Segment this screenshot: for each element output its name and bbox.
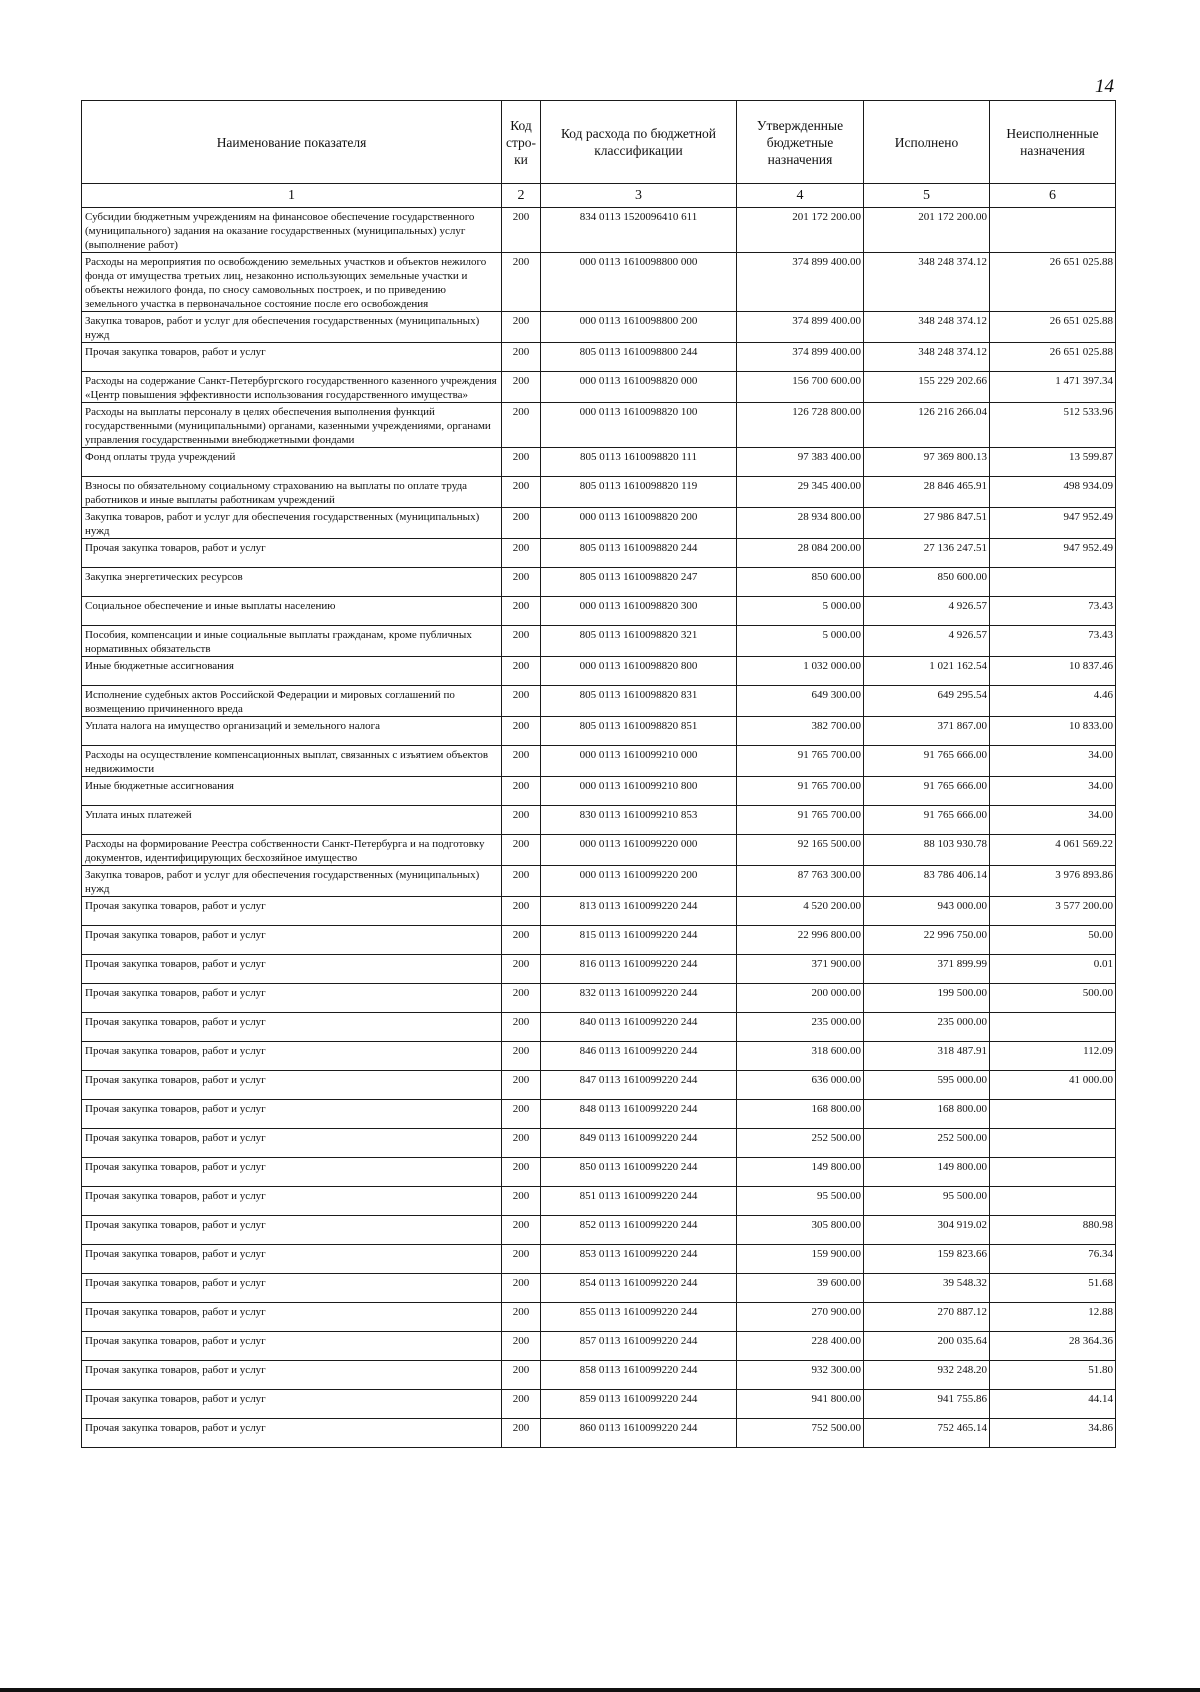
row-name: Прочая закупка товаров, работ и услуг (82, 897, 502, 926)
row-line-code: 200 (502, 1361, 541, 1390)
row-approved: 97 383 400.00 (737, 448, 864, 477)
table-row (82, 403, 1116, 448)
row-approved: 374 899 400.00 (737, 253, 864, 312)
row-name: Иные бюджетные ассигнования (82, 777, 502, 806)
table-row (82, 835, 1116, 866)
table-row (82, 1042, 1116, 1071)
row-approved: 28 934 800.00 (737, 508, 864, 539)
table-row (82, 1419, 1116, 1448)
row-executed: 22 996 750.00 (864, 926, 990, 955)
row-name: Прочая закупка товаров, работ и услуг (82, 1216, 502, 1245)
row-executed: 91 765 666.00 (864, 777, 990, 806)
row-name: Взносы по обязательному социальному страхованию на выплаты по оплате труда работников и иные выплаты работникам учреждений (82, 477, 502, 508)
row-approved: 374 899 400.00 (737, 312, 864, 343)
row-executed: 932 248.20 (864, 1361, 990, 1390)
row-approved: 649 300.00 (737, 686, 864, 717)
row-executed: 348 248 374.12 (864, 343, 990, 372)
header-line-code: Код стро-ки (502, 101, 541, 184)
row-line-code: 200 (502, 984, 541, 1013)
row-line-code: 200 (502, 508, 541, 539)
header-name: Наименование показателя (82, 101, 502, 184)
row-unexecuted: 51.68 (990, 1274, 1116, 1303)
row-expense-code: 000 0113 1610098820 000 (541, 372, 737, 403)
row-line-code: 200 (502, 686, 541, 717)
row-line-code: 200 (502, 1187, 541, 1216)
row-line-code: 200 (502, 568, 541, 597)
row-unexecuted: 76.34 (990, 1245, 1116, 1274)
table-row (82, 477, 1116, 508)
row-expense-code: 860 0113 1610099220 244 (541, 1419, 737, 1448)
row-name: Закупка товаров, работ и услуг для обеспечения государственных (муниципальных) нужд (82, 866, 502, 897)
row-expense-code: 859 0113 1610099220 244 (541, 1390, 737, 1419)
row-unexecuted: 880.98 (990, 1216, 1116, 1245)
row-name: Прочая закупка товаров, работ и услуг (82, 539, 502, 568)
row-approved: 932 300.00 (737, 1361, 864, 1390)
row-expense-code: 855 0113 1610099220 244 (541, 1303, 737, 1332)
row-executed: 199 500.00 (864, 984, 990, 1013)
row-approved: 126 728 800.00 (737, 403, 864, 448)
row-name: Прочая закупка товаров, работ и услуг (82, 1303, 502, 1332)
row-executed: 27 986 847.51 (864, 508, 990, 539)
row-line-code: 200 (502, 717, 541, 746)
table-row (82, 343, 1116, 372)
row-line-code: 200 (502, 1158, 541, 1187)
row-approved: 371 900.00 (737, 955, 864, 984)
row-name: Прочая закупка товаров, работ и услуг (82, 343, 502, 372)
table-row (82, 1303, 1116, 1332)
row-line-code: 200 (502, 777, 541, 806)
row-line-code: 200 (502, 312, 541, 343)
column-number: 3 (541, 184, 737, 208)
row-name: Прочая закупка товаров, работ и услуг (82, 1419, 502, 1448)
row-name: Прочая закупка товаров, работ и услуг (82, 1390, 502, 1419)
header-unexecuted: Неисполненные назначения (990, 101, 1116, 184)
table-row (82, 312, 1116, 343)
row-expense-code: 851 0113 1610099220 244 (541, 1187, 737, 1216)
table-row (82, 1216, 1116, 1245)
row-executed: 83 786 406.14 (864, 866, 990, 897)
row-expense-code: 805 0113 1610098820 111 (541, 448, 737, 477)
table-row (82, 1013, 1116, 1042)
table-row (82, 568, 1116, 597)
row-unexecuted: 50.00 (990, 926, 1116, 955)
row-executed: 200 035.64 (864, 1332, 990, 1361)
row-unexecuted: 3 976 893.86 (990, 866, 1116, 897)
row-approved: 92 165 500.00 (737, 835, 864, 866)
row-expense-code: 850 0113 1610099220 244 (541, 1158, 737, 1187)
row-line-code: 200 (502, 1245, 541, 1274)
row-name: Прочая закупка товаров, работ и услуг (82, 1332, 502, 1361)
table-row (82, 777, 1116, 806)
row-name: Прочая закупка товаров, работ и услуг (82, 1129, 502, 1158)
row-executed: 943 000.00 (864, 897, 990, 926)
row-line-code: 200 (502, 897, 541, 926)
row-unexecuted (990, 208, 1116, 253)
row-unexecuted: 3 577 200.00 (990, 897, 1116, 926)
row-approved: 159 900.00 (737, 1245, 864, 1274)
row-name: Прочая закупка товаров, работ и услуг (82, 1042, 502, 1071)
row-line-code: 200 (502, 1071, 541, 1100)
scan-bottom-edge (0, 1688, 1200, 1692)
row-approved: 252 500.00 (737, 1129, 864, 1158)
table-row (82, 1361, 1116, 1390)
row-unexecuted: 34.00 (990, 777, 1116, 806)
row-unexecuted: 73.43 (990, 626, 1116, 657)
row-name: Прочая закупка товаров, работ и услуг (82, 1361, 502, 1390)
row-approved: 636 000.00 (737, 1071, 864, 1100)
row-approved: 28 084 200.00 (737, 539, 864, 568)
row-unexecuted: 947 952.49 (990, 508, 1116, 539)
row-name: Пособия, компенсации и иные социальные выплаты гражданам, кроме публичных нормативных обязательств (82, 626, 502, 657)
row-executed: 252 500.00 (864, 1129, 990, 1158)
row-executed: 149 800.00 (864, 1158, 990, 1187)
column-number: 6 (990, 184, 1116, 208)
row-approved: 382 700.00 (737, 717, 864, 746)
row-executed: 235 000.00 (864, 1013, 990, 1042)
column-number: 4 (737, 184, 864, 208)
row-unexecuted: 34.00 (990, 806, 1116, 835)
row-expense-code: 813 0113 1610099220 244 (541, 897, 737, 926)
row-executed: 91 765 666.00 (864, 746, 990, 777)
row-executed: 649 295.54 (864, 686, 990, 717)
row-approved: 200 000.00 (737, 984, 864, 1013)
table-row (82, 1274, 1116, 1303)
table-row (82, 866, 1116, 897)
table-row (82, 1158, 1116, 1187)
row-line-code: 200 (502, 835, 541, 866)
row-unexecuted (990, 568, 1116, 597)
row-line-code: 200 (502, 1390, 541, 1419)
row-expense-code: 805 0113 1610098820 321 (541, 626, 737, 657)
row-unexecuted: 1 471 397.34 (990, 372, 1116, 403)
row-executed: 27 136 247.51 (864, 539, 990, 568)
row-line-code: 200 (502, 1332, 541, 1361)
row-line-code: 200 (502, 1013, 541, 1042)
table-row (82, 508, 1116, 539)
row-expense-code: 852 0113 1610099220 244 (541, 1216, 737, 1245)
table-row (82, 1187, 1116, 1216)
table-row (82, 1071, 1116, 1100)
row-name: Закупка товаров, работ и услуг для обеспечения государственных (муниципальных) нужд (82, 508, 502, 539)
row-unexecuted: 4 061 569.22 (990, 835, 1116, 866)
row-name: Расходы на осуществление компенсационных выплат, связанных с изъятием объектов недвижимости (82, 746, 502, 777)
header-expense-code: Код расхода по бюджетной классификации (541, 101, 737, 184)
row-line-code: 200 (502, 1274, 541, 1303)
row-expense-code: 805 0113 1610098820 119 (541, 477, 737, 508)
row-approved: 91 765 700.00 (737, 777, 864, 806)
column-number: 5 (864, 184, 990, 208)
row-unexecuted: 51.80 (990, 1361, 1116, 1390)
row-executed: 39 548.32 (864, 1274, 990, 1303)
row-executed: 371 867.00 (864, 717, 990, 746)
row-expense-code: 000 0113 1610098800 200 (541, 312, 737, 343)
row-approved: 235 000.00 (737, 1013, 864, 1042)
row-executed: 97 369 800.13 (864, 448, 990, 477)
row-line-code: 200 (502, 539, 541, 568)
row-line-code: 200 (502, 253, 541, 312)
row-name: Субсидии бюджетным учреждениям на финансовое обеспечение государственного (муниципального) задания на оказание государственных (муниципальных) услуг (выполнение работ) (82, 208, 502, 253)
row-unexecuted: 498 934.09 (990, 477, 1116, 508)
row-line-code: 200 (502, 208, 541, 253)
row-unexecuted: 26 651 025.88 (990, 312, 1116, 343)
table-row (82, 208, 1116, 253)
table-row (82, 1129, 1116, 1158)
row-expense-code: 805 0113 1610098820 851 (541, 717, 737, 746)
row-name: Уплата иных платежей (82, 806, 502, 835)
table-row (82, 955, 1116, 984)
table-row (82, 806, 1116, 835)
row-executed: 270 887.12 (864, 1303, 990, 1332)
row-unexecuted: 41 000.00 (990, 1071, 1116, 1100)
row-unexecuted: 26 651 025.88 (990, 253, 1116, 312)
row-unexecuted: 0.01 (990, 955, 1116, 984)
table-row (82, 717, 1116, 746)
row-name: Прочая закупка товаров, работ и услуг (82, 926, 502, 955)
row-executed: 752 465.14 (864, 1419, 990, 1448)
table-row (82, 597, 1116, 626)
row-approved: 1 032 000.00 (737, 657, 864, 686)
row-name: Расходы на содержание Санкт-Петербургского государственного казенного учреждения «Центр повышения эффективности использования государственного имущества» (82, 372, 502, 403)
row-expense-code: 854 0113 1610099220 244 (541, 1274, 737, 1303)
row-executed: 88 103 930.78 (864, 835, 990, 866)
row-expense-code: 848 0113 1610099220 244 (541, 1100, 737, 1129)
row-expense-code: 858 0113 1610099220 244 (541, 1361, 737, 1390)
row-approved: 39 600.00 (737, 1274, 864, 1303)
row-expense-code: 832 0113 1610099220 244 (541, 984, 737, 1013)
row-expense-code: 000 0113 1610098820 100 (541, 403, 737, 448)
row-expense-code: 853 0113 1610099220 244 (541, 1245, 737, 1274)
row-approved: 95 500.00 (737, 1187, 864, 1216)
row-expense-code: 815 0113 1610099220 244 (541, 926, 737, 955)
row-line-code: 200 (502, 1042, 541, 1071)
row-unexecuted: 4.46 (990, 686, 1116, 717)
row-name: Закупка энергетических ресурсов (82, 568, 502, 597)
row-unexecuted: 512 533.96 (990, 403, 1116, 448)
row-expense-code: 000 0113 1610098820 300 (541, 597, 737, 626)
row-unexecuted: 44.14 (990, 1390, 1116, 1419)
row-name: Закупка товаров, работ и услуг для обеспечения государственных (муниципальных) нужд (82, 312, 502, 343)
row-unexecuted (990, 1100, 1116, 1129)
row-executed: 318 487.91 (864, 1042, 990, 1071)
row-executed: 168 800.00 (864, 1100, 990, 1129)
row-expense-code: 000 0113 1610098820 800 (541, 657, 737, 686)
row-unexecuted (990, 1013, 1116, 1042)
row-line-code: 200 (502, 403, 541, 448)
row-name: Прочая закупка товаров, работ и услуг (82, 1274, 502, 1303)
row-approved: 29 345 400.00 (737, 477, 864, 508)
row-line-code: 200 (502, 746, 541, 777)
row-executed: 304 919.02 (864, 1216, 990, 1245)
row-expense-code: 816 0113 1610099220 244 (541, 955, 737, 984)
row-approved: 5 000.00 (737, 597, 864, 626)
row-name: Прочая закупка товаров, работ и услуг (82, 1071, 502, 1100)
row-executed: 155 229 202.66 (864, 372, 990, 403)
row-executed: 348 248 374.12 (864, 253, 990, 312)
row-line-code: 200 (502, 597, 541, 626)
row-expense-code: 805 0113 1610098820 244 (541, 539, 737, 568)
row-executed: 201 172 200.00 (864, 208, 990, 253)
row-expense-code: 857 0113 1610099220 244 (541, 1332, 737, 1361)
row-executed: 941 755.86 (864, 1390, 990, 1419)
row-approved: 318 600.00 (737, 1042, 864, 1071)
table-row (82, 372, 1116, 403)
row-line-code: 200 (502, 1419, 541, 1448)
table-row (82, 1100, 1116, 1129)
row-name: Уплата налога на имущество организаций и земельного налога (82, 717, 502, 746)
row-expense-code: 830 0113 1610099210 853 (541, 806, 737, 835)
row-executed: 348 248 374.12 (864, 312, 990, 343)
row-unexecuted: 112.09 (990, 1042, 1116, 1071)
row-line-code: 200 (502, 806, 541, 835)
row-name: Прочая закупка товаров, работ и услуг (82, 1013, 502, 1042)
row-name: Исполнение судебных актов Российской Федерации и мировых соглашений по возмещению причиненного вреда (82, 686, 502, 717)
row-line-code: 200 (502, 343, 541, 372)
header-approved: Утвержденные бюджетные назначения (737, 101, 864, 184)
row-unexecuted (990, 1187, 1116, 1216)
column-number: 2 (502, 184, 541, 208)
row-unexecuted: 34.00 (990, 746, 1116, 777)
row-executed: 95 500.00 (864, 1187, 990, 1216)
row-name: Прочая закупка товаров, работ и услуг (82, 1158, 502, 1187)
row-unexecuted: 28 364.36 (990, 1332, 1116, 1361)
row-name: Прочая закупка товаров, работ и услуг (82, 955, 502, 984)
row-unexecuted: 10 837.46 (990, 657, 1116, 686)
row-executed: 28 846 465.91 (864, 477, 990, 508)
header-executed: Исполнено (864, 101, 990, 184)
row-unexecuted: 26 651 025.88 (990, 343, 1116, 372)
row-name: Прочая закупка товаров, работ и услуг (82, 1245, 502, 1274)
row-expense-code: 849 0113 1610099220 244 (541, 1129, 737, 1158)
row-unexecuted: 10 833.00 (990, 717, 1116, 746)
row-executed: 91 765 666.00 (864, 806, 990, 835)
row-approved: 374 899 400.00 (737, 343, 864, 372)
row-expense-code: 805 0113 1610098820 247 (541, 568, 737, 597)
row-line-code: 200 (502, 866, 541, 897)
row-line-code: 200 (502, 657, 541, 686)
row-unexecuted: 947 952.49 (990, 539, 1116, 568)
table-row (82, 897, 1116, 926)
row-approved: 201 172 200.00 (737, 208, 864, 253)
row-name: Прочая закупка товаров, работ и услуг (82, 984, 502, 1013)
row-name: Иные бюджетные ассигнования (82, 657, 502, 686)
row-line-code: 200 (502, 1100, 541, 1129)
row-executed: 850 600.00 (864, 568, 990, 597)
row-expense-code: 000 0113 1610099210 000 (541, 746, 737, 777)
column-number-row (82, 184, 1116, 208)
row-line-code: 200 (502, 1216, 541, 1245)
row-expense-code: 000 0113 1610098800 000 (541, 253, 737, 312)
row-expense-code: 846 0113 1610099220 244 (541, 1042, 737, 1071)
row-name: Расходы на выплаты персоналу в целях обеспечения выполнения функций государственными (муниципальными) органами, казенными учреждениями, органами управления государственными внебюджетными фондами (82, 403, 502, 448)
row-approved: 850 600.00 (737, 568, 864, 597)
row-line-code: 200 (502, 955, 541, 984)
row-unexecuted: 13 599.87 (990, 448, 1116, 477)
row-executed: 126 216 266.04 (864, 403, 990, 448)
row-approved: 4 520 200.00 (737, 897, 864, 926)
row-approved: 941 800.00 (737, 1390, 864, 1419)
table-row (82, 626, 1116, 657)
row-approved: 168 800.00 (737, 1100, 864, 1129)
row-approved: 22 996 800.00 (737, 926, 864, 955)
row-approved: 5 000.00 (737, 626, 864, 657)
column-number: 1 (82, 184, 502, 208)
row-expense-code: 847 0113 1610099220 244 (541, 1071, 737, 1100)
row-name: Прочая закупка товаров, работ и услуг (82, 1100, 502, 1129)
table-row (82, 253, 1116, 312)
row-unexecuted: 12.88 (990, 1303, 1116, 1332)
row-approved: 91 765 700.00 (737, 746, 864, 777)
table-row (82, 657, 1116, 686)
row-line-code: 200 (502, 372, 541, 403)
row-expense-code: 805 0113 1610098800 244 (541, 343, 737, 372)
row-unexecuted (990, 1158, 1116, 1187)
row-executed: 595 000.00 (864, 1071, 990, 1100)
table-row (82, 539, 1116, 568)
row-approved: 156 700 600.00 (737, 372, 864, 403)
row-expense-code: 000 0113 1610099210 800 (541, 777, 737, 806)
row-name: Социальное обеспечение и иные выплаты населению (82, 597, 502, 626)
table-row (82, 926, 1116, 955)
row-approved: 270 900.00 (737, 1303, 864, 1332)
table-row (82, 1390, 1116, 1419)
table-row (82, 448, 1116, 477)
row-unexecuted: 34.86 (990, 1419, 1116, 1448)
row-approved: 305 800.00 (737, 1216, 864, 1245)
row-expense-code: 840 0113 1610099220 244 (541, 1013, 737, 1042)
table-body (82, 208, 1116, 1448)
row-approved: 91 765 700.00 (737, 806, 864, 835)
row-unexecuted: 73.43 (990, 597, 1116, 626)
budget-execution-table (81, 100, 1116, 1448)
row-line-code: 200 (502, 448, 541, 477)
row-approved: 752 500.00 (737, 1419, 864, 1448)
table-row (82, 686, 1116, 717)
table-header-row (82, 101, 1116, 184)
row-expense-code: 805 0113 1610098820 831 (541, 686, 737, 717)
row-name: Прочая закупка товаров, работ и услуг (82, 1187, 502, 1216)
row-executed: 1 021 162.54 (864, 657, 990, 686)
row-approved: 87 763 300.00 (737, 866, 864, 897)
row-name: Расходы на формирование Реестра собственности Санкт-Петербурга и на подготовку документов, идентифицирующих бесхозяйное имущество (82, 835, 502, 866)
row-approved: 149 800.00 (737, 1158, 864, 1187)
row-expense-code: 834 0113 1520096410 611 (541, 208, 737, 253)
row-unexecuted (990, 1129, 1116, 1158)
row-line-code: 200 (502, 477, 541, 508)
row-name: Расходы на мероприятия по освобождению земельных участков и объектов нежилого фонда от имущества третьих лиц, незаконно использующих земельные участки и объекты нежилого фонда, по сносу самовольных построек, и по приведению земельного участка в первоначальное состояние после его освобождения (82, 253, 502, 312)
table-row (82, 1245, 1116, 1274)
table-row (82, 746, 1116, 777)
row-name: Фонд оплаты труда учреждений (82, 448, 502, 477)
row-line-code: 200 (502, 626, 541, 657)
table-row (82, 1332, 1116, 1361)
row-approved: 228 400.00 (737, 1332, 864, 1361)
row-executed: 371 899.99 (864, 955, 990, 984)
row-line-code: 200 (502, 926, 541, 955)
row-line-code: 200 (502, 1303, 541, 1332)
table-row (82, 984, 1116, 1013)
row-executed: 4 926.57 (864, 626, 990, 657)
row-expense-code: 000 0113 1610099220 200 (541, 866, 737, 897)
row-line-code: 200 (502, 1129, 541, 1158)
row-executed: 159 823.66 (864, 1245, 990, 1274)
row-unexecuted: 500.00 (990, 984, 1116, 1013)
page-number: 14 (1095, 76, 1114, 97)
row-expense-code: 000 0113 1610099220 000 (541, 835, 737, 866)
row-executed: 4 926.57 (864, 597, 990, 626)
row-expense-code: 000 0113 1610098820 200 (541, 508, 737, 539)
